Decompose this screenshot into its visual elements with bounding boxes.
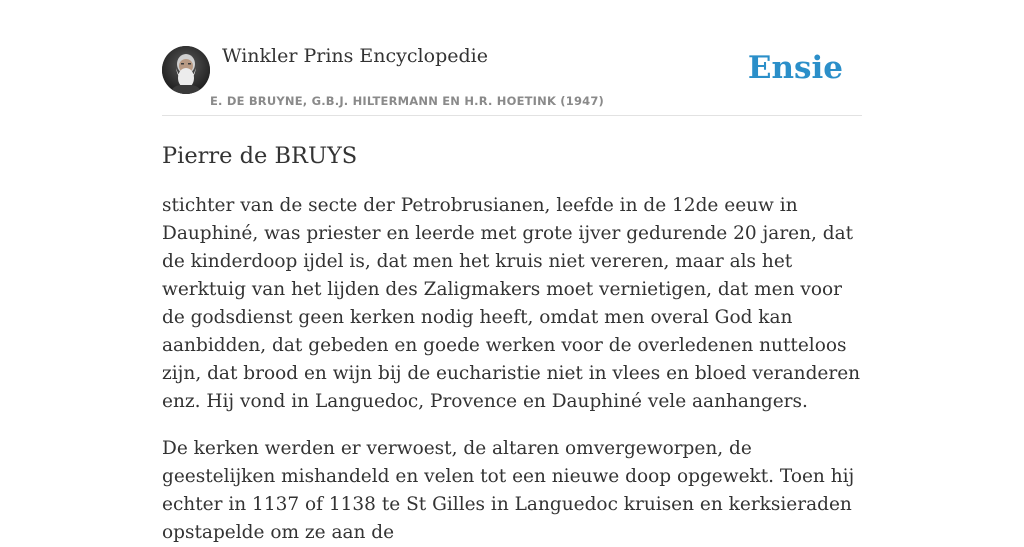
entry-title: Pierre de BRUYS [162, 143, 358, 169]
ensie-logo-link[interactable]: Ensie [747, 50, 843, 86]
page [162, 0, 862, 547]
site-header [162, 0, 862, 116]
site-title[interactable]: Winkler Prins Encyclopedie [222, 45, 488, 67]
article-paragraph: stichter van de secte der Petrobrusianen, leefde in de 12de eeuw in Dauphiné, was priester en leerde met grote ijver gedurende 20 jaren, dat de kinderdoop ijdel is, dat men het kruis niet vereren, maar als het werktuig van het lijden des Zaligmakers moet vernietigen, dat men voor de godsdienst geen kerken nodig heeft, omdat men overal God kan aanbidden, dat gebeden en goede werken voor de overledenen nutteloos zijn, dat brood en wijn bij de eucharistie niet in vlees en bloed veranderen enz. Hij vond in Languedoc, Provence en Dauphiné vele aanhangers. [162, 195, 861, 412]
authors-credit: E. DE BRUYNE, G.B.J. HILTERMANN EN H.R. HOETINK (1947) [210, 94, 605, 108]
bearded-man-portrait-icon [162, 46, 210, 94]
article-paragraph: De kerken werden er verwoest, de altaren omvergeworpen, de geestelijken mishandeld en velen tot een nieuwe doop opgewekt. Toen hij echter in 1137 of 1138 te St Gilles in Languedoc kruisen en kerksieraden opstapelde om ze aan de [162, 438, 855, 543]
author-avatar [162, 46, 210, 94]
